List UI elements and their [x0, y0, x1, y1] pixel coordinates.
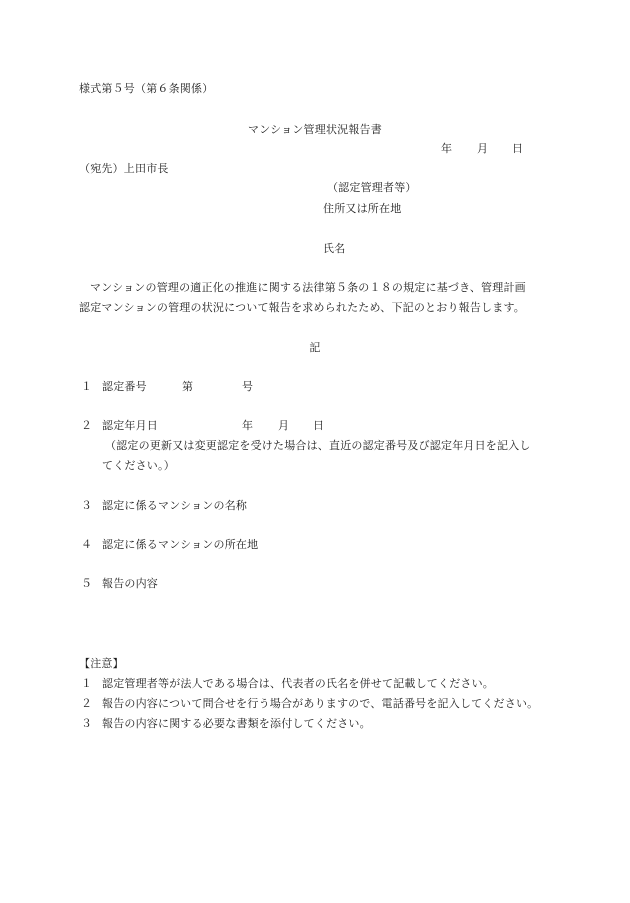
note-number: ２	[81, 697, 93, 710]
form-number: 様式第５号（第６条関係）	[79, 82, 214, 95]
addressee: （宛先）上田市長	[79, 162, 169, 175]
note-text: 報告の内容に関する必要な書類を添付してください。	[102, 717, 371, 730]
document-title: マンション管理状況報告書	[248, 123, 382, 136]
item-suffix: 号	[242, 380, 254, 393]
item-number: ４	[81, 538, 93, 551]
reporter-name-label: 氏名	[323, 242, 346, 255]
item-label: 報告の内容	[102, 577, 158, 590]
reporter-address-label: 住所又は所在地	[323, 202, 402, 215]
item-month-label: 月	[278, 419, 290, 432]
item-note: てください。）	[102, 459, 175, 472]
item-label: 認定番号	[102, 380, 147, 393]
item-prefix: 第	[182, 380, 194, 393]
item-label: 認定年月日	[102, 419, 158, 432]
item-number: ５	[81, 577, 93, 590]
item-label: 認定に係るマンションの所在地	[102, 538, 259, 551]
note-number: １	[81, 677, 93, 690]
date-year-label: 年	[441, 142, 453, 155]
item-note: （認定の更新又は変更認定を受けた場合は、直近の認定番号及び認定年月日を記入し	[105, 439, 531, 452]
body-line: 認定マンションの管理の状況について報告を求められたため、下記のとおり報告します。	[79, 301, 525, 314]
item-number: １	[81, 380, 93, 393]
item-number: ３	[81, 499, 93, 512]
item-number: ２	[81, 419, 93, 432]
note-text: 報告の内容について問合せを行う場合がありますので、電話番号を記入してください。	[102, 697, 539, 710]
note-text: 認定管理者等が法人である場合は、代表者の氏名を併せて記載してください。	[102, 677, 494, 690]
item-label: 認定に係るマンションの名称	[102, 499, 248, 512]
reporter-label: （認定管理者等）	[327, 181, 417, 194]
ki-heading: 記	[309, 341, 321, 354]
date-day-label: 日	[512, 142, 524, 155]
item-year-label: 年	[242, 419, 254, 432]
body-line: マンションの管理の適正化の推進に関する法律第５条の１８の規定に基づき、管理計画	[90, 281, 526, 294]
date-month-label: 月	[477, 142, 489, 155]
notes-heading: 【注意】	[79, 657, 124, 670]
item-day-label: 日	[313, 419, 325, 432]
note-number: ３	[81, 717, 93, 730]
